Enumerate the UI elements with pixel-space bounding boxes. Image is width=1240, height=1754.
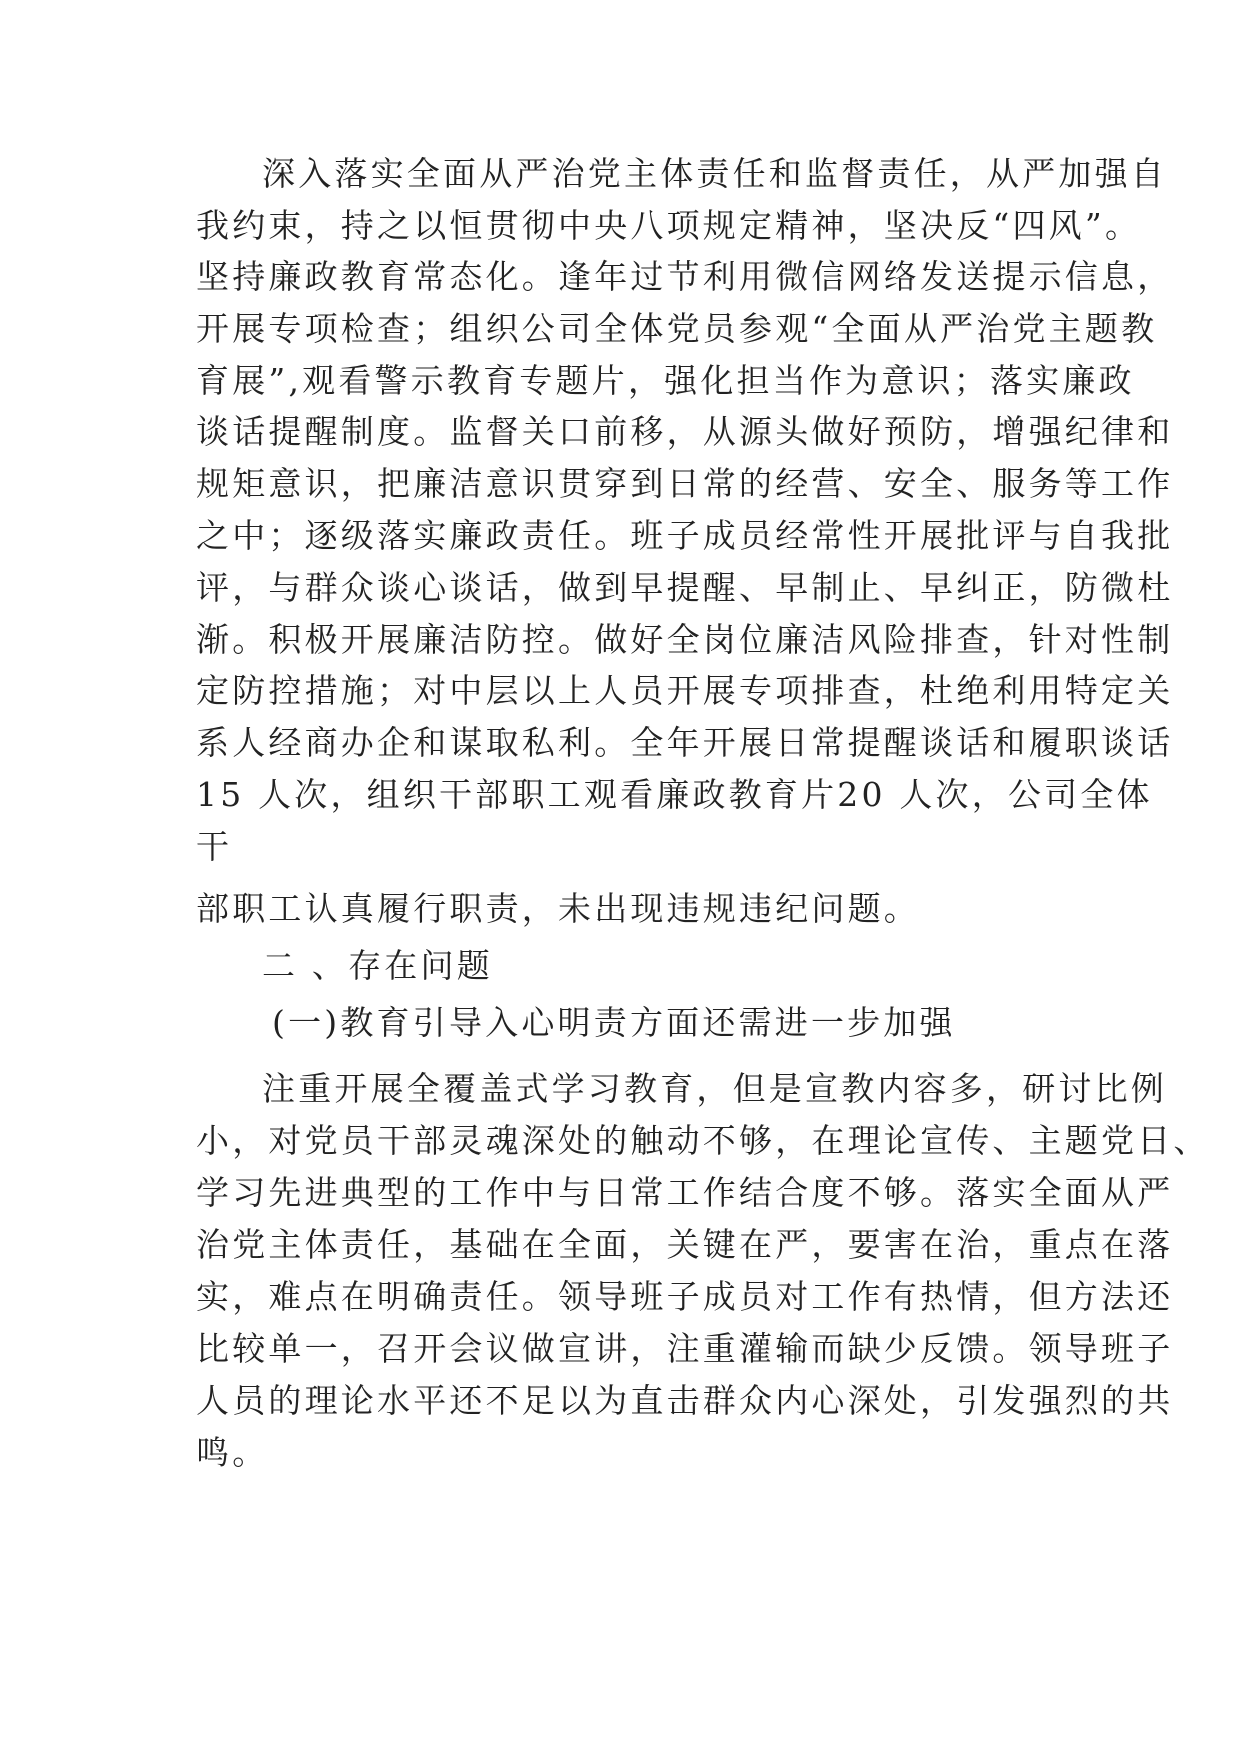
paragraph-line: 渐。积极开展廉洁防控。做好全岗位廉洁风险排查，针对性制 — [196, 620, 1174, 659]
paragraph-line: 干 — [196, 827, 233, 866]
paragraph-line: 评，与群众谈心谈话，做到早提醒、早制止、早纠正，防微杜 — [196, 568, 1174, 607]
paragraph-line: 部职工认真履行职责，未出现违规违纪问题。 — [196, 889, 920, 928]
paragraph-line: 定防控措施；对中层以上人员开展专项排查，杜绝利用特定关 — [196, 671, 1174, 710]
subsection-heading: (一)教育引导入心明责方面还需进一步加强 — [272, 1003, 956, 1042]
paragraph-line: 之中；逐级落实廉政责任。班子成员经常性开展批评与自我批 — [196, 516, 1174, 555]
section-heading: 二 、存在问题 — [262, 946, 493, 985]
paragraph-line: 谈话提醒制度。监督关口前移，从源头做好预防，增强纪律和 — [196, 412, 1174, 451]
paragraph-line: 治党主体责任，基础在全面，关键在严，要害在治，重点在落 — [196, 1225, 1174, 1264]
paragraph-line: 开展专项检查；组织公司全体党员参观“全面从严治党主题教 — [196, 309, 1158, 348]
paragraph-line: 育展”,观看警示教育专题片，强化担当作为意识；落实廉政 — [196, 361, 1135, 400]
paragraph-line: 深入落实全面从严治党主体责任和监督责任，从严加强自 — [262, 154, 1167, 193]
paragraph-line: 规矩意识，把廉洁意识贯穿到日常的经营、安全、服务等工作 — [196, 464, 1174, 503]
paragraph-line: 坚持廉政教育常态化。逢年过节利用微信网络发送提示信息， — [196, 257, 1174, 296]
paragraph-line: 鸣。 — [196, 1433, 269, 1472]
paragraph-line: 学习先进典型的工作中与日常工作结合度不够。落实全面从严 — [196, 1173, 1174, 1212]
paragraph-line: 小，对党员干部灵魂深处的触动不够，在理论宣传、主题党日、 — [196, 1121, 1210, 1160]
paragraph-line: 比较单一，召开会议做宣讲，注重灌输而缺少反馈。领导班子 — [196, 1329, 1174, 1368]
paragraph-line: 实，难点在明确责任。领导班子成员对工作有热情，但方法还 — [196, 1277, 1174, 1316]
paragraph-line: 人员的理论水平还不足以为直击群众内心深处，引发强烈的共 — [196, 1381, 1174, 1420]
paragraph-line: 我约束，持之以恒贯彻中央八项规定精神，坚决反“四风”。 — [196, 206, 1142, 245]
paragraph-line: 注重开展全覆盖式学习教育，但是宣教内容多，研讨比例 — [262, 1069, 1167, 1108]
paragraph-line: 15 人次，组织干部职工观看廉政教育片20 人次，公司全体 — [196, 775, 1153, 814]
paragraph-line: 系人经商办企和谋取私利。全年开展日常提醒谈话和履职谈话 — [196, 723, 1174, 762]
